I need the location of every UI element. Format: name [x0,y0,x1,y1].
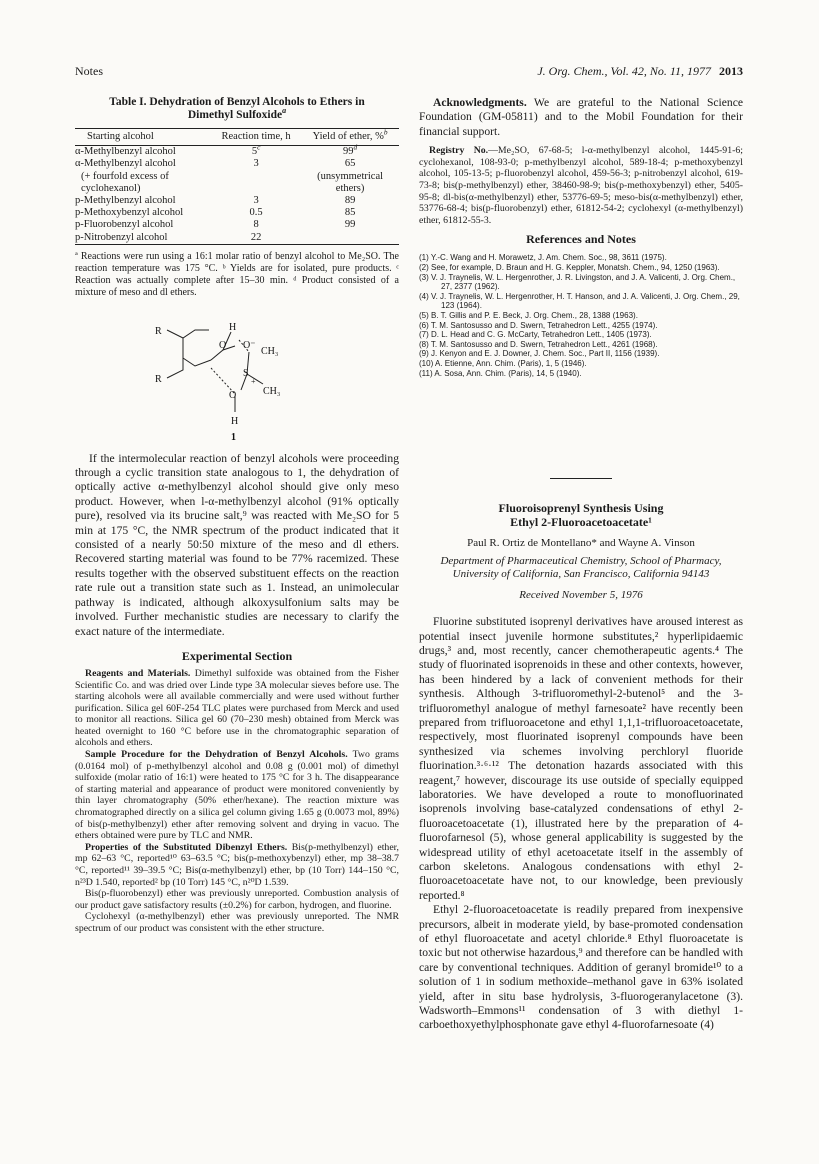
experimental-paragraph: Sample Procedure for the Dehydration of Benzyl Alcohols. Two grams (0.0164 mol) of p-methylbenzyl alcohol and 0.08 g (0.001 mol) of dimethyl sulfoxide (molar ratio of 16:1) were heated to 175 °C for 3 h. The disappearance of starting material and appearance of product were monitored conveniently by thin layer chromatography (50% ether/hexane). The reaction mixture was chromatographed directly on a silica gel column giving 1.65 g (0.0073 mol, 89%) of bis(p-methylbenzyl) ether after removing solvent and drying in vacuo. The ethers obtained were pure by TLC and NMR. [75,749,399,842]
col-header-time: Reaction time, h [221,131,291,142]
article-affiliation: Department of Pharmaceutical Chemistry, School of Pharmacy, University of California, San Francisco, California 94143 [440,555,722,581]
reference-item: (2) See, for example, D. Braun and H. G. Keppler, Monatsh. Chem., 94, 1250 (1963). [419,262,720,272]
references-heading: References and Notes [526,232,636,247]
label-plus: + [251,376,256,386]
table-title: Table I. Dehydration of Benzyl Alcohols to Ethers in Dimethyl Sulfoxide$^a$ [109,96,365,121]
left-column [75,96,399,935]
registry-numbers: Registry No.—Me₂SO, 67-68-5; l-α-methylbenzyl alcohol, 1445-91-6; cyclohexanol, 108-93-0; p-methylbenzyl alcohol, 589-18-4; p-methoxybenzyl alcohol, 105-13-5; p-fluorobenzyl alcohol, 459-56-3; p-nitrobenzyl alcohol, 619-73-8; bis(p-methylbenzyl) ether, 38460-98-9; bis(p-methoxybenzyl) ether, 5405-95-8; dl-bis(α-methylbenzyl) ether, 53776-69-5; meso-bis(α-methylbenzyl) ether, 53776-68-4; bis(p-fluorobenzyl) ether, 61812-54-2; cyclohexyl (α-methylbenzyl) ether, 61812-55-3. [419,145,743,226]
bond-line [167,358,183,378]
acknowledgments: Acknowledgments. We are grateful to the National Science Foundation (GM-05811) and to the Mobil Foundation for their financial support. [419,96,743,138]
article-paragraph: Ethyl 2-fluoroacetoacetate is readily prepared from inexpensive precursors, albeit in moderate yield, by base-promoted condensation of ethyl fluoroacetate and acetyl chloride.⁸ Ethyl fluoroacetate is toxic but not otherwise hazardous,⁹ and therefore can be handled with care by conventional techniques. Addition of geranyl bromide¹⁰ to a solution of 1 in sodium methoxide–methanol gave in 63% isolated yield, after in situ base hydrolysis, 3-fluorogeranylacetone (3). Wadsworth–Emmons¹¹ condensation of 3 with diethyl 1-carboethoxyethylphosphonate gave ethyl 4-fluorofarnesoate (4) [419,903,743,1032]
label-h-bottom: H [231,415,239,427]
data-table [75,129,399,244]
label-r-bottom: R [155,373,162,385]
section-label: Notes [75,64,103,78]
label-o-top: O [219,339,227,351]
table-row: cyclohexanol) ethers) [81,182,365,194]
table-row: α-Methylbenzyl alcohol 3 65 [75,158,356,170]
table-body [75,142,399,244]
references-list [419,253,743,378]
article-paragraph: Fluorine substituted isoprenyl derivatives have aroused interest as potential insect juvenile hormone substitutes,² hyperlipidaemic drugs,³ and, most recently, cancer chemotherapeutic agents.⁴ The study of fluorinated isoprenoids in these and other contexts, however, has been hindered by a lack of convenient methods for their synthesis. Although 3-trifluoromethyl-2-butenol⁵ and the 3-trifluoromethyl analogue of methyl farnesoate² have recently been prepared from trifluoroacetone and ethyl 1,1,1-trifluoroacetoacetate, respectively, most fluorinated isoprenyl compounds have been synthesized via schemes involving perchloryl fluoride fluorination.³·⁶·¹² The detonation hazards associated with this reagent,⁷ however, discourage its use outside of specially equipped laboratories. We have developed a route to monofluorinated isoprenols involving base-catalyzed condensations of ethyl 2-fluoroacetoacetate (1), illustrated here by the preparation of 4-fluorofarnesol (5), whose general applicability is suggested by the widespread utility of ethyl acetoacetate itself in the assembly of carbon skeletons. Analogous condensations with ethyl 2-fluoroacetoacetate have not, to our knowledge, been previously reported.⁸ [419,615,743,902]
article-divider [550,478,612,479]
received-date: Received November 5, 1976 [519,589,643,602]
left-body-paragraph: If the intermolecular reaction of benzyl alcohols were proceeding through a cyclic transition state analogous to 1, the dehydration of optically active α-methylbenzyl alcohol should give only meso product. However, when l-α-methylbenzyl alcohol (91% optically pure), resolved via its brucine salt,⁹ was reacted with Me₂SO for 5 min at 175 °C, the NMR spectrum of the product indicated that it consisted of a nearly 50:50 mixture of the meso and dl ethers. Recovered starting material was found to be 77% racemized. These results together with the observed substituent effects on the reaction rate rule out a transition state such as 1. Instead, an unimolecular pathway is indicated, although alkoxysulfonium salts may be involved. Further mechanistic studies are necessary to clarify the exact nature of the intermediate. [75,451,399,638]
table-row: p-Methoxybenzyl alcohol 0.5 85 [75,207,356,219]
experimental-paragraphs [75,668,399,935]
col-header-yield: Yield of ether, %$^b$ [312,127,388,142]
reference-item: (8) T. M. Santosusso and D. Swern, Tetrahedron Lett., 4261 (1968). [419,339,658,349]
bond-line [183,338,211,366]
page-number: 2013 [719,64,743,78]
reference-item: (9) J. Kenyon and E. J. Downer, J. Chem. Soc., Part II, 1156 (1939). [419,349,660,359]
table-row: p-Nitrobenzyl alcohol 22 [75,231,262,243]
label-ch3-bottom: CH₃ [263,385,281,397]
reference-item: (6) T. M. Santosusso and D. Swern, Tetrahedron Lett., 4255 (1974). [419,320,658,330]
reference-item: (7) D. L. Head and C. G. McCarty, Tetrahedron Lett., 1405 (1973). [419,330,652,340]
label-o-bottom: O [229,389,237,401]
label-r-top: R [155,325,162,337]
reference-item: (3) V. J. Traynelis, W. L. Hergenrother, J. R. Livingston, and J. A. Valicenti, J. Org. Chem., 27, 2377 (1962). [419,272,736,292]
compound-number: 1 [231,431,236,443]
label-ch3-top: CH₃ [261,345,279,357]
article-authors: Paul R. Ortiz de Montellano* and Wayne A. Vinson [467,537,695,550]
experimental-heading: Experimental Section [181,648,293,663]
page-header [75,64,743,80]
experimental-paragraph: Reagents and Materials. Dimethyl sulfoxide was obtained from the Fisher Scientific Co. and was dried over Linde type 3A molecular sieves before use. The starting alcohols were all available commercially and were used without further purification. Silica gel 60F-254 TLC plates were purchased from Merck and used to monitor all reactions. Silica gel 60 (70–230 mesh) obtained from Merck was heated overnight to 160 °C before use in the chromatographic separation of alcohols and ethers. [75,667,399,749]
table-row: p-Methylbenzyl alcohol 3 89 [75,195,356,207]
reference-item: (11) A. Sosa, Ann. Chim. (Paris), 14, 5 (1940). [419,368,582,378]
label-h-top: H [229,321,237,333]
reference-item: (1) Y.-C. Wang and H. Morawetz, J. Am. Chem. Soc., 98, 3611 (1975). [419,253,667,263]
table-footnote: ª Reactions were run using a 16:1 molar ratio of benzyl alcohol to Me₂SO. The reaction temperature was 175 °C. ᵇ Yields are for isolated, pure products. ᶜ Reaction was actually complete after 15–30 min. ᵈ Product consisted of a mixture of meso and dl ethers. [75,250,399,299]
table-row: α-Methylbenzyl alcohol 5$^c$ 99$^d$ [75,142,358,158]
label-s: S [243,367,249,379]
reference-item: (4) V. J. Traynelis, W. L. Hergenrother, H. T. Hanson, and J. A. Valicenti, J. Org. Chem., 29, 123 (1964). [419,291,740,311]
article-title: Fluoroisoprenyl Synthesis Using Ethyl 2-Fluoroacetoacetate¹ [498,501,664,530]
label-o-minus: O⁻ [243,339,256,351]
right-column [419,96,743,1033]
table-row: p-Fluorobenzyl alcohol 8 99 [75,219,356,231]
experimental-paragraph: Bis(p-fluorobenzyl) ether was previously unreported. Combustion analysis of our product gave satisfactory results (±0.2%) for carbon, hydrogen, and fluorine. [75,888,399,911]
experimental-paragraph: Cyclohexyl (α-methylbenzyl) ether was previously unreported. The NMR spectrum of our product was consistent with the ether structure. [75,911,399,934]
bond-line [167,330,209,338]
transition-state-structure [139,308,339,444]
reference-item: (10) A. Etienne, Ann. Chim. (Paris), 1, 5 (1946). [419,358,587,368]
reference-item: (5) B. T. Gillis and P. E. Beck, J. Org. Chem., 28, 1388 (1963). [419,310,638,320]
col-header-alcohol: Starting alcohol [87,131,154,142]
table-row: (+ fourfold excess of (unsymmetrical [81,170,384,182]
journal-citation: J. Org. Chem., Vol. 42, No. 11, 1977 2013 [537,64,743,78]
experimental-paragraph: Properties of the Substituted Dibenzyl Ethers. Bis(p-methylbenzyl) ether, mp 62–63 °C, reported¹⁰ 63–63.5 °C; bis(p-methoxybenzyl) ether, mp 38–38.7 °C, reported¹¹ 39–39.5 °C; Bis(α-methylbenzyl) ether, bp (10 Torr) 144–150 °C, n²³D 1.540, reported² bp (10 Torr) 145 °C, n²⁰D 1.539. [75,841,399,888]
article-body [419,615,743,1033]
